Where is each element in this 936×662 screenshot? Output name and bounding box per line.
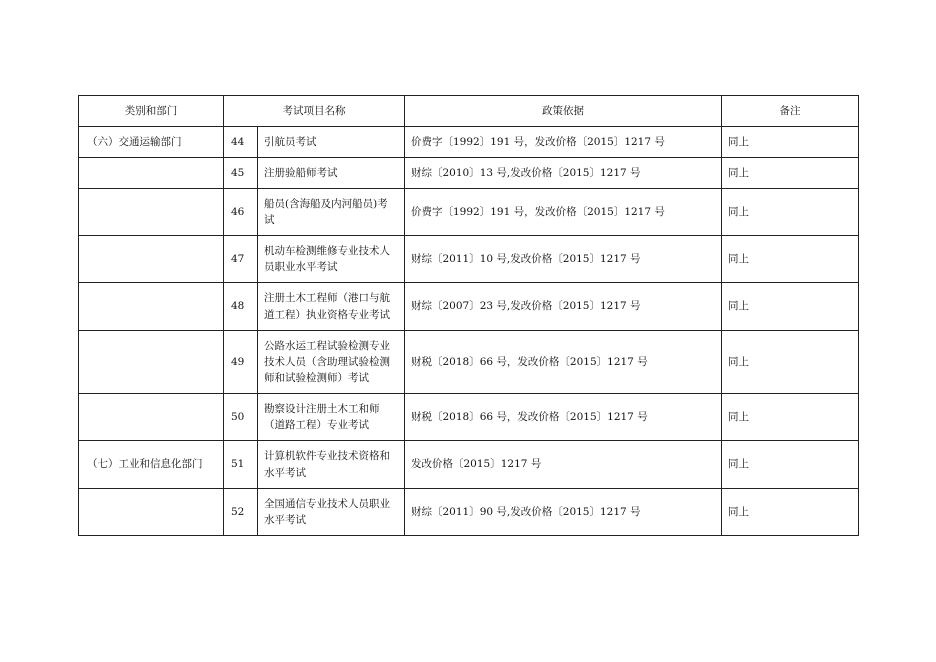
policy-cell: 财综〔2011〕90 号,发改价格〔2015〕1217 号 <box>405 489 722 536</box>
exam-fee-table <box>78 95 859 536</box>
exam-name-cell: 全国通信专业技术人员职业水平考试 <box>258 489 405 536</box>
table-row <box>79 189 859 236</box>
number-cell: 50 <box>224 394 258 441</box>
exam-name-cell: 船员(含海船及内河船员)考试 <box>258 189 405 236</box>
exam-name-cell: 机动车检测维修专业技术人员职业水平考试 <box>258 236 405 283</box>
dept-cell: （六）交通运输部门 <box>79 127 224 158</box>
number-cell: 51 <box>224 441 258 489</box>
exam-name-cell: 勘察设计注册土木工和师（道路工程）专业考试 <box>258 394 405 441</box>
remark-cell: 同上 <box>722 394 859 441</box>
exam-name-cell: 计算机软件专业技术资格和水平考试 <box>258 441 405 489</box>
number-cell: 45 <box>224 158 258 189</box>
table-row <box>79 489 859 536</box>
number-cell: 44 <box>224 127 258 158</box>
remark-cell: 同上 <box>722 189 859 236</box>
number-cell: 47 <box>224 236 258 283</box>
exam-name-cell: 引航员考试 <box>258 127 405 158</box>
header-remarks: 备注 <box>722 96 859 127</box>
remark-cell: 同上 <box>722 283 859 331</box>
dept-cell <box>79 189 224 236</box>
policy-cell: 价费字〔1992〕191 号，发改价格〔2015〕1217 号 <box>405 127 722 158</box>
header-exam-name: 考试项目名称 <box>224 96 405 127</box>
header-category: 类别和部门 <box>79 96 224 127</box>
number-cell: 46 <box>224 189 258 236</box>
dept-cell <box>79 331 224 394</box>
table-row <box>79 127 859 158</box>
table-row <box>79 394 859 441</box>
dept-cell <box>79 158 224 189</box>
dept-cell <box>79 236 224 283</box>
remark-cell: 同上 <box>722 127 859 158</box>
exam-name-cell: 公路水运工程试验检测专业技术人员（含助理试验检测师和试验检测师）考试 <box>258 331 405 394</box>
remark-cell: 同上 <box>722 158 859 189</box>
policy-cell: 价费字〔1992〕191 号，发改价格〔2015〕1217 号 <box>405 189 722 236</box>
dept-cell: （七）工业和信息化部门 <box>79 441 224 489</box>
number-cell: 48 <box>224 283 258 331</box>
policy-cell: 发改价格〔2015〕1217 号 <box>405 441 722 489</box>
dept-cell <box>79 489 224 536</box>
table-row <box>79 236 859 283</box>
dept-cell <box>79 283 224 331</box>
table-row <box>79 283 859 331</box>
number-cell: 52 <box>224 489 258 536</box>
table-row <box>79 441 859 489</box>
policy-cell: 财税〔2018〕66 号，发改价格〔2015〕1217 号 <box>405 394 722 441</box>
table-row <box>79 158 859 189</box>
remark-cell: 同上 <box>722 441 859 489</box>
header-policy-basis: 政策依据 <box>405 96 722 127</box>
policy-cell: 财综〔2010〕13 号,发改价格〔2015〕1217 号 <box>405 158 722 189</box>
header-row <box>79 96 859 127</box>
number-cell: 49 <box>224 331 258 394</box>
exam-name-cell: 注册土木工程师（港口与航道工程）执业资格专业考试 <box>258 283 405 331</box>
exam-name-cell: 注册验船师考试 <box>258 158 405 189</box>
dept-cell <box>79 394 224 441</box>
policy-cell: 财综〔2007〕23 号,发改价格〔2015〕1217 号 <box>405 283 722 331</box>
policy-cell: 财综〔2011〕10 号,发改价格〔2015〕1217 号 <box>405 236 722 283</box>
remark-cell: 同上 <box>722 236 859 283</box>
remark-cell: 同上 <box>722 331 859 394</box>
table-row <box>79 331 859 394</box>
policy-cell: 财税〔2018〕66 号，发改价格〔2015〕1217 号 <box>405 331 722 394</box>
remark-cell: 同上 <box>722 489 859 536</box>
